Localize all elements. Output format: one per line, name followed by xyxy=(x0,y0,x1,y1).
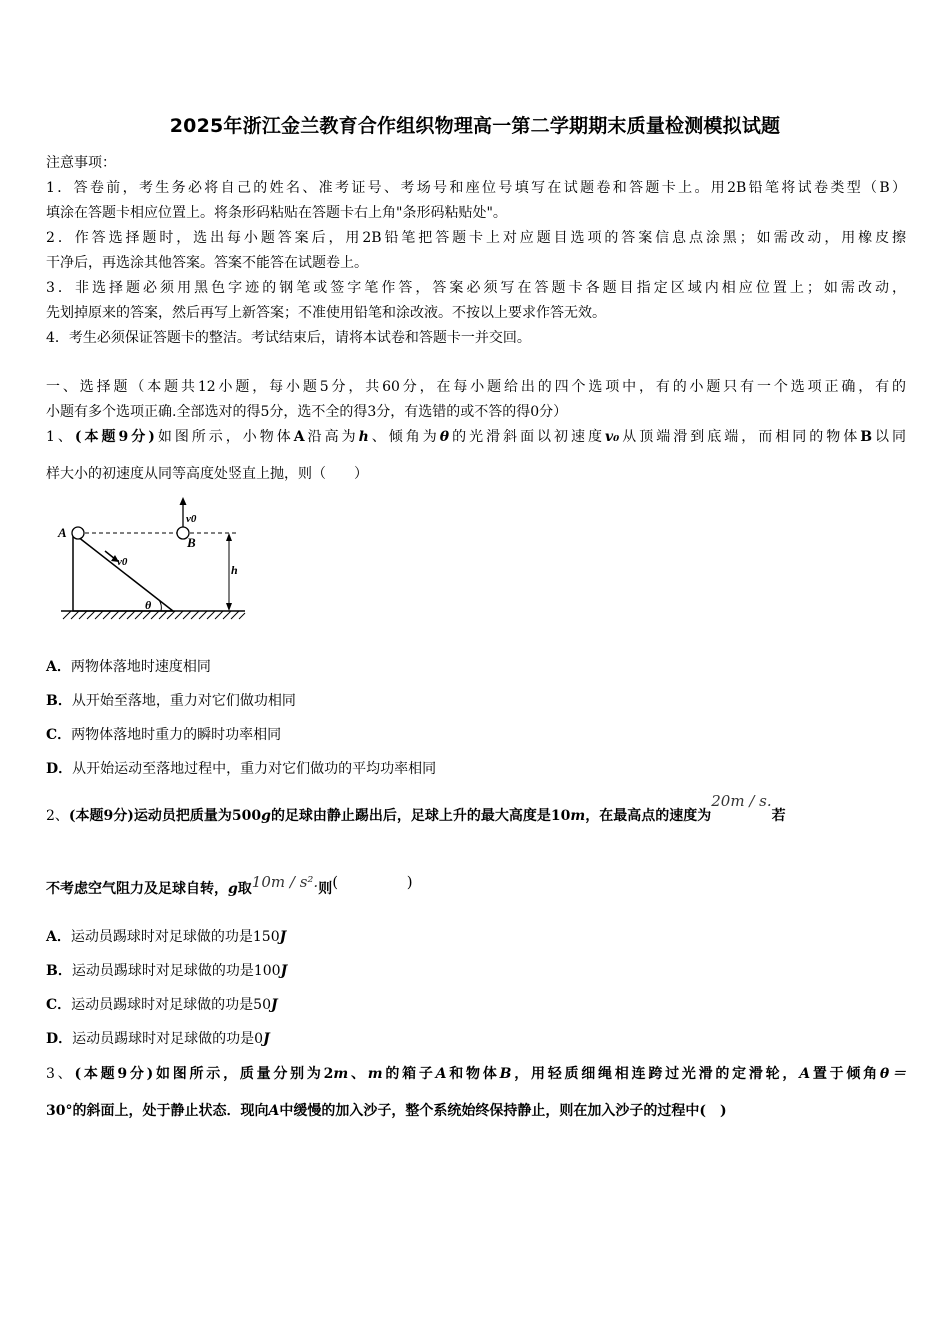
accel-formula: 10m / s². xyxy=(251,873,319,891)
q1-stem-line-2: 样大小的初速度从同等高度处竖直上抛，则（ ） xyxy=(46,466,368,482)
notice-line-6: 先划掉原来的答案，然后再写上新答案；不准使用铅笔和涂改液。不按以上要求作答无效。 xyxy=(46,305,606,321)
q3-stem-line-1: 3、(本题9分)如图所示，质量分别为2m、m的箱子A和物体B，用轻质细绳相连跨过光滑的定滑轮，A置于倾角θ＝ xyxy=(46,1066,907,1082)
notice-line-4: 干净后，再选涂其他答案。答案不能答在试题卷上。 xyxy=(46,255,368,271)
section-heading-line-1: 一、选择题（本题共12小题，每小题5分，共60分，在每小题给出的四个选项中，有的小题只有一个选项正确，有的 xyxy=(46,379,906,395)
notice-line-1: 1．答卷前，考生务必将自己的姓名、准考证号、考场号和座位号填写在试题卷和答题卡上。用2B铅笔将试卷类型（B） xyxy=(46,180,906,196)
notice-line-3: 2．作答选择题时，选出每小题答案后，用2B铅笔把答题卡上对应题目选项的答案信息点涂黑；如需改动，用橡皮擦 xyxy=(46,230,906,246)
notice-line-2: 填涂在答题卡相应位置上。将条形码粘贴在答题卡右上角"条形码粘贴处"。 xyxy=(46,205,507,221)
q2-stem-line-1: 2、(本题9分)运动员把质量为500g的足球由静止踢出后，足球上升的最大高度是10m，在最高点的速度为20m / s.若 xyxy=(46,792,786,824)
q1-option-b: B．从开始至落地，重力对它们做功相同 xyxy=(46,693,296,709)
q3-stem-line-2: 30°的斜面上，处于静止状态．现向A中缓慢的加入沙子，整个系统始终保持静止，则在加入沙子的过程中( ) xyxy=(46,1103,727,1119)
section-heading-line-2: 小题有多个选项正确.全部选对的得5分，选不全的得3分，有选错的或不答的得0分） xyxy=(46,404,568,420)
q1-option-d: D．从开始运动至落地过程中，重力对它们做功的平均功率相同 xyxy=(46,761,437,777)
notice-line-5: 3．非选择题必须用黑色字迹的钢笔或签字笔作答，答案必须写在答题卡各题目指定区域内相应位置上；如需改动， xyxy=(46,280,906,296)
q1-figure xyxy=(55,493,250,628)
q2-option-a: A．运动员踢球时对足球做的功是150J xyxy=(46,929,287,945)
notice-line-7: 4．考生必须保证答题卡的整洁。考试结束后，请将本试卷和答题卡一并交回。 xyxy=(46,330,531,346)
q2-option-c: C．运动员踢球时对足球做的功是50J xyxy=(46,997,278,1013)
label-v0-up: v0 xyxy=(186,513,197,525)
label-b: B xyxy=(187,535,196,550)
label-h: h xyxy=(231,563,238,577)
speed-formula: 20m / s. xyxy=(711,792,772,810)
q2-option-b: B．运动员踢球时对足球做的功是100J xyxy=(46,963,288,979)
label-v0-slope: v0 xyxy=(117,556,128,568)
incline xyxy=(73,533,173,611)
ball-a xyxy=(72,527,84,539)
label-theta: θ xyxy=(145,598,152,612)
q2-stem-line-2: 不考虑空气阻力及足球自转，g取10m / s².则( ) xyxy=(46,873,445,897)
q1-stem-line-1: 1、(本题9分)如图所示，小物体A沿高为h、倾角为θ的光滑斜面以初速度v₀从顶端滑到底端，而相同的物体B以同 xyxy=(46,429,907,445)
page-title: 2025年浙江金兰教育合作组织物理高一第二学期期末质量检测模拟试题 xyxy=(169,115,781,137)
label-a: A xyxy=(58,525,67,540)
q2-option-d: D．运动员踢球时对足球做的功是0J xyxy=(46,1031,270,1047)
q1-option-a: A．两物体落地时速度相同 xyxy=(46,659,211,675)
ground-hatch xyxy=(61,611,245,619)
q1-option-c: C．两物体落地时重力的瞬时功率相同 xyxy=(46,727,282,743)
notice-heading: 注意事项： xyxy=(46,155,116,171)
